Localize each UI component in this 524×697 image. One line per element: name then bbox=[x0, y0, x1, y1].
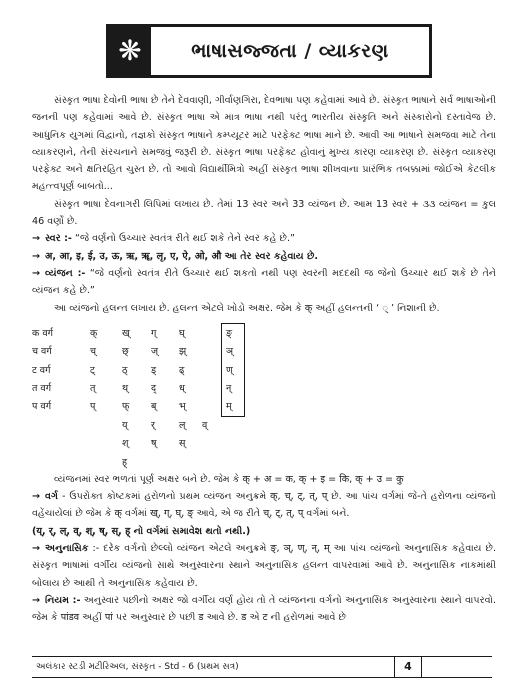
varga-cell: ज् bbox=[151, 346, 159, 358]
chapter-title: ભાષાસજ્જતા / વ્યાકરણ bbox=[191, 40, 389, 62]
varga-cell: ख् bbox=[122, 327, 130, 339]
extra-consonant-cell: य् bbox=[122, 419, 128, 431]
niyam-section bbox=[32, 592, 496, 627]
varga-cell: ण् bbox=[226, 364, 233, 376]
varga-cell: च् bbox=[90, 346, 97, 358]
svar-def-text: “જે વર્ણનો ઉચ્ચાર સ્વતંત્ર રીતે થઈ શકે તેને સ્વર કહે છે.” bbox=[74, 233, 295, 245]
anunasik-text: :- દરેક વર્ગનો છેલ્લો વ્યંજન એટલે અનુક્રમે ङ्, ञ्, ण्, न्, म् આ પાંચ વ્યંજનો અનુનાસિક કહેવાય છે. સંસ્કૃત ભાષામાં વર્ગીય વ્યંજનો સાથે અનુસ્વારના સ્થાને અનુનાસિક હલન્ત વાપરવામાં આવે છે. અનુનાસિક નાકમાંથી બોલાય છે આથી તે અનુનાસિક કહેવાય છે. bbox=[32, 543, 496, 589]
arrow-icon: → bbox=[32, 491, 41, 503]
halant-note: આ વ્યંજનો હલન્ત લખાય છે. હલન્ત એટલે ખોડો અક્ષર. જેમ કે क् અહીં હલન્તની ‘ ् ’ નિશાની છે. bbox=[54, 302, 440, 314]
arrow-icon: → bbox=[32, 267, 41, 279]
extra-consonant-cell: ल् bbox=[179, 419, 186, 431]
varga-row-label: ट वर्ग bbox=[32, 364, 51, 376]
anunasik-section bbox=[32, 540, 496, 592]
extra-consonant-cell: व् bbox=[202, 419, 208, 431]
svar-definition bbox=[32, 230, 496, 247]
arrow-icon: → bbox=[32, 250, 41, 262]
varga-table bbox=[32, 321, 496, 469]
varga-row-label: च वर्ग bbox=[32, 346, 52, 358]
varga-cell: ङ् bbox=[226, 327, 233, 339]
varga-cell: ट् bbox=[90, 364, 95, 376]
varga-cell: त् bbox=[90, 383, 96, 395]
extra-consonant-cell: र् bbox=[151, 419, 155, 431]
varga-cell: घ् bbox=[179, 327, 185, 339]
varga-cell: ड् bbox=[151, 364, 157, 376]
varga-cell: ग् bbox=[151, 327, 157, 339]
niyam-term: નિયમ :- bbox=[45, 594, 81, 606]
varga-term: વર્ગ bbox=[45, 491, 59, 503]
varga-cell: झ् bbox=[179, 346, 187, 358]
flower-icon: ❋ bbox=[109, 27, 151, 75]
svar-term: સ્વર :- bbox=[45, 233, 72, 245]
varga-note: (य्, र्, ल्, व्, श्, ष्, स्, ह् નો વર્ગમાં સમાવેશ થતો નથી.) bbox=[32, 525, 251, 537]
varga-cell: म् bbox=[226, 401, 232, 413]
varga-cell: ध् bbox=[179, 383, 185, 395]
varga-row-label: क वर्ग bbox=[32, 327, 53, 339]
arrow-icon: → bbox=[32, 543, 41, 555]
varga-cell: क् bbox=[90, 327, 98, 339]
varga-cell: ठ् bbox=[122, 364, 128, 376]
varga-cell: ब् bbox=[151, 401, 157, 413]
varga-cell: भ् bbox=[179, 401, 186, 413]
vyanjan-definition bbox=[32, 265, 496, 300]
varga-row-label: प वर्ग bbox=[32, 401, 52, 413]
page-number: 4 bbox=[394, 657, 422, 677]
niyam-text: અનુસ્વાર પછીનો અક્ષર જો વર્ગીય વર્ણ હોય તો તે વ્યંજનના વર્ગનો અનુનાસિક અનુસ્વારના સ્થાને વાપરવો. જેમ કે पांडव અહીં पां પર અનુસ્વાર છે પછી ड આવે છે. ड એ ट ની હરોળમાં આવે છે bbox=[32, 594, 497, 624]
example-line: વ્યંજનમાં સ્વર ભળતાં પૂર્ણ અક્ષર બને છે. જેમ કે क् + अ = क, क् + इ = कि, क् + उ = कु bbox=[54, 473, 404, 485]
vyanjan-term: વ્યંજન :- bbox=[45, 267, 86, 279]
anunasik-term: અનુનાસિક bbox=[45, 543, 89, 555]
varga-cell: थ् bbox=[122, 383, 129, 395]
page-content bbox=[32, 92, 496, 627]
varga-cell: द् bbox=[151, 383, 157, 395]
varga-cell: प् bbox=[90, 401, 96, 413]
varga-cell: ढ् bbox=[179, 364, 185, 376]
arrow-icon: → bbox=[32, 594, 41, 606]
vyanjan-def-text: “જે વર્ણનો સ્વતંત્ર રીતે ઉચ્ચાર થઈ શકતો નથી પણ સ્વરની મદદથી જ જેનો ઉચ્ચાર થઈ શકે છે તેને વ્યંજન કહે છે.” bbox=[32, 267, 496, 297]
varga-cell: न् bbox=[226, 383, 232, 395]
chapter-header bbox=[106, 24, 432, 78]
varga-row-label: त वर्ग bbox=[32, 383, 52, 395]
footer-text: અલંકાર સ્ટડી મટીરિઅલ, સંસ્કૃત - Std - 6 (પ્રથમ સત્ર) bbox=[36, 662, 239, 672]
extra-consonant-cell: ह् bbox=[122, 456, 128, 468]
varga-cell: छ् bbox=[122, 346, 129, 358]
extra-consonant-cell: स् bbox=[179, 438, 186, 450]
page-footer bbox=[32, 656, 492, 678]
varga-cell: फ् bbox=[122, 401, 130, 413]
varga-cell: ञ् bbox=[226, 346, 234, 358]
letter-count-paragraph: સંસ્કૃત ભાષા દેવનાગરી લિપિમાં લખાય છે. તેમાં 13 સ્વર અને 33 વ્યંજન છે. આમ 13 સ્વર + ૩૩ વ્યંજન = કુલ 46 વર્ણો છે. bbox=[32, 198, 496, 228]
svar-list-text: अ, आ, इ, ई, उ, ऊ, ऋ, ॠ, लृ, ए, ऐ, ओ, औ આ તેર સ્વર કહેવાય છે. bbox=[45, 250, 319, 262]
extra-consonant-cell: ष् bbox=[151, 438, 157, 450]
intro-paragraph: સંસ્કૃત ભાષા દેવોની ભાષા છે તેને દેવવાણી, ગીર્વાણગિરા, દેવભાષા પણ કહેવામાં આવે છે. સંસ્કૃત ભાષાને સર્વ ભાષાઓની જનની પણ કહેવામાં આવે છે. સંસ્કૃત ભાષા એ માત્ર ભાષા નથી પરંતુ ભારતીય સંસ્કૃતિ અને સંસ્કારોનો દસ્તાવેજ છે. આધુનિક યુગમાં વિદ્વાનો, તજ્ઞકો સંસ્કૃત ભાષાને કમ્પ્યૂટર માટે પરફેક્ટ ભાષા માને છે. આવી આ ભાષાને સમજવા માટે તેના વ્યાકરણને, તેની સંરચનાને સમજવું જરૂરી છે. સંસ્કૃત ભાષા પરફેક્ટ હોવાનું મુખ્ય કારણ વ્યાકરણ છે. સંસ્કૃત વ્યાકરણ પરફેક્ટ અને ક્ષતિરહિત ચુસ્ત છે. તો આવો વિદ્યાર્થીમિત્રો અહીં સંસ્કૃત ભાષા શીખવાના પ્રારંભિક તબક્કામાં જોઈએ કેટલીક મહત્ત્વપૂર્ણ બાબતો... bbox=[32, 95, 496, 193]
arrow-icon: → bbox=[32, 233, 41, 245]
varga-text: - ઉપરોક્ત કોષ્ટકમાં હરોળનો પ્રથમ વ્યંજન અનુક્રમે क्, च्, ट्, त्, प् છે. આ પાંચ વર્ગમાં જે-તે હરોળના વ્યંજનો વહેંચાયેલાં છે જેમ કે क् વર્ગમાં ख्, ग्, घ्, ङ् આવે, એ જ રીતે च्, ट्, त्, प् વર્ગમાં બને. bbox=[32, 491, 496, 520]
varga-section bbox=[32, 488, 496, 523]
extra-consonant-cell: श् bbox=[122, 438, 129, 450]
svar-list bbox=[32, 248, 496, 265]
